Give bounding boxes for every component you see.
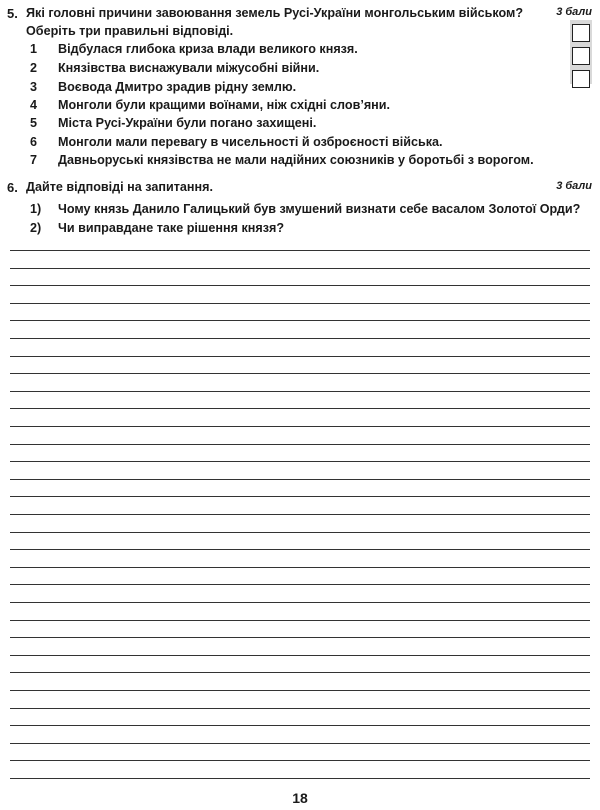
answer-line: [10, 250, 590, 251]
answer-line: [10, 444, 590, 445]
answer-line: [10, 320, 590, 321]
answer-line: [10, 725, 590, 726]
answer-line: [10, 514, 590, 515]
answer-line: [10, 461, 590, 462]
subquestion-text: Чи виправдане таке рішення князя?: [58, 221, 285, 235]
answer-line: [10, 760, 590, 761]
answer-line: [10, 532, 590, 533]
subquestion-number: 2): [30, 221, 42, 235]
answer-line: [10, 708, 590, 709]
option-text: Відбулася глибока криза влади великого князя.: [58, 42, 358, 56]
option-number: 2: [30, 61, 38, 75]
answer-line: [10, 268, 590, 269]
answer-line: [10, 391, 590, 392]
option-number: 4: [30, 98, 38, 112]
option-number: 1: [30, 42, 38, 56]
answer-line: [10, 637, 590, 638]
question-5-text: Які головні причини завоювання земель Русі-України монгольським військом? Оберіть три правильні відповіді.: [26, 6, 524, 38]
answer-boxes: [570, 24, 594, 93]
option-number: 7: [30, 153, 38, 167]
answer-line: [10, 496, 590, 497]
answer-line: [10, 303, 590, 304]
question-5-points: 3 бали: [556, 6, 592, 18]
answer-line: [10, 373, 590, 374]
option-text: Монголи мали перевагу в чисельності й озброєності війська.: [58, 135, 443, 149]
option-number: 3: [30, 80, 38, 94]
question-6-text: Дайте відповіді на запитання.: [26, 180, 213, 194]
option-number: 6: [30, 135, 38, 149]
option-number: 5: [30, 116, 38, 130]
answer-line: [10, 567, 590, 568]
option-text: Князівства виснажували міжусобні війни.: [58, 61, 320, 75]
answer-box-2[interactable]: [572, 47, 590, 65]
page-number: 18: [292, 790, 308, 806]
answer-line: [10, 285, 590, 286]
answer-line: [10, 672, 590, 673]
answer-line: [10, 356, 590, 357]
question-6-number: 6.: [7, 180, 18, 195]
option-text: Воєвода Дмитро зрадив рідну землю.: [58, 80, 297, 94]
answer-line: [10, 584, 590, 585]
answer-line: [10, 743, 590, 744]
answer-line: [10, 408, 590, 409]
answer-line: [10, 602, 590, 603]
option-text: Монголи були кращими воїнами, ніж східні слов’яни.: [58, 98, 391, 112]
question-6-points: 3 бали: [556, 180, 592, 192]
answer-line: [10, 426, 590, 427]
answer-line: [10, 479, 590, 480]
subquestion-text: Чому князь Данило Галицький був змушений визнати себе васалом Золотої Орди?: [58, 202, 581, 216]
answer-line: [10, 620, 590, 621]
answer-line: [10, 549, 590, 550]
answer-line: [10, 690, 590, 691]
answer-line: [10, 655, 590, 656]
answer-line: [10, 338, 590, 339]
option-text: Давньоруські князівства не мали надійних союзників у боротьбі з ворогом.: [58, 153, 534, 167]
subquestion-number: 1): [30, 202, 42, 216]
question-5-number: 5.: [7, 6, 18, 21]
answer-line: [10, 778, 590, 779]
answer-box-1[interactable]: [572, 24, 590, 42]
answer-box-3[interactable]: [572, 70, 590, 88]
option-text: Міста Русі-України були погано захищені.: [58, 116, 317, 130]
